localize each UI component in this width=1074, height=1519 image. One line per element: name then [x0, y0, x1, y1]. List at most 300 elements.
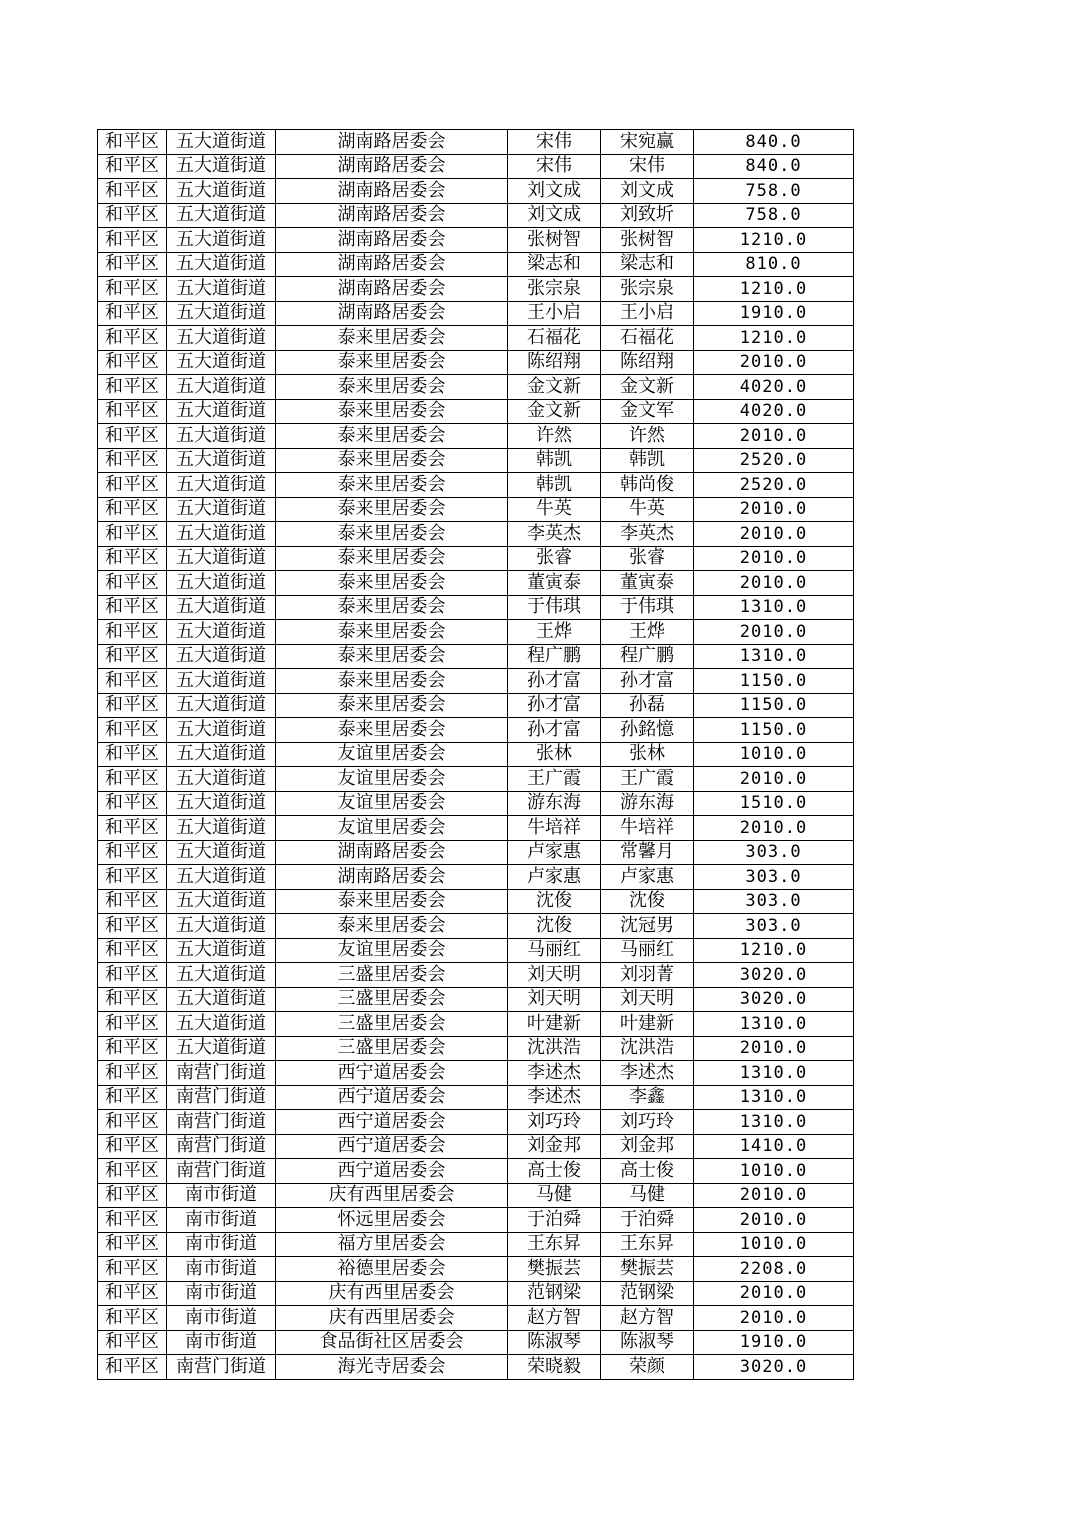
member-cell: 王东昇: [601, 1232, 694, 1257]
committee-cell: 泰来里居委会: [276, 571, 508, 596]
amount-cell: 1410.0: [694, 1134, 854, 1159]
amount-cell: 1910.0: [694, 1330, 854, 1355]
table-row: [98, 742, 854, 767]
applicant-cell: 宋伟: [508, 130, 601, 155]
applicant-cell: 韩凯: [508, 473, 601, 498]
member-cell: 樊振芸: [601, 1257, 694, 1282]
street-cell: 南市街道: [167, 1257, 276, 1282]
amount-cell: 1310.0: [694, 644, 854, 669]
applicant-cell: 陈绍翔: [508, 350, 601, 375]
applicant-cell: 梁志和: [508, 252, 601, 277]
amount-cell: 1210.0: [694, 326, 854, 351]
committee-cell: 庆有西里居委会: [276, 1281, 508, 1306]
table-row: [98, 1061, 854, 1086]
table-row: [98, 669, 854, 694]
applicant-cell: 牛培祥: [508, 816, 601, 841]
member-cell: 陈淑琴: [601, 1330, 694, 1355]
amount-cell: 2010.0: [694, 546, 854, 571]
committee-cell: 湖南路居委会: [276, 252, 508, 277]
street-cell: 五大道街道: [167, 326, 276, 351]
district-cell: 和平区: [98, 644, 167, 669]
committee-cell: 泰来里居委会: [276, 350, 508, 375]
member-cell: 刘金邦: [601, 1134, 694, 1159]
table-row: [98, 1159, 854, 1184]
street-cell: 五大道街道: [167, 252, 276, 277]
table-row: [98, 301, 854, 326]
member-cell: 卢家惠: [601, 865, 694, 890]
applicant-cell: 李述杰: [508, 1085, 601, 1110]
applicant-cell: 王东昇: [508, 1232, 601, 1257]
district-cell: 和平区: [98, 350, 167, 375]
street-cell: 五大道街道: [167, 1036, 276, 1061]
table-row: [98, 595, 854, 620]
street-cell: 五大道街道: [167, 277, 276, 302]
street-cell: 南市街道: [167, 1183, 276, 1208]
member-cell: 于泊舜: [601, 1208, 694, 1233]
committee-cell: 泰来里居委会: [276, 889, 508, 914]
amount-cell: 1150.0: [694, 693, 854, 718]
applicant-cell: 游东海: [508, 791, 601, 816]
street-cell: 五大道街道: [167, 424, 276, 449]
street-cell: 五大道街道: [167, 595, 276, 620]
applicant-cell: 荣晓毅: [508, 1355, 601, 1380]
district-cell: 和平区: [98, 1183, 167, 1208]
member-cell: 刘羽菁: [601, 963, 694, 988]
member-cell: 沈俊: [601, 889, 694, 914]
table-row: [98, 1208, 854, 1233]
district-cell: 和平区: [98, 742, 167, 767]
member-cell: 牛英: [601, 497, 694, 522]
member-cell: 沈冠男: [601, 914, 694, 939]
amount-cell: 758.0: [694, 203, 854, 228]
street-cell: 南营门街道: [167, 1159, 276, 1184]
district-cell: 和平区: [98, 326, 167, 351]
district-cell: 和平区: [98, 179, 167, 204]
table-row: [98, 179, 854, 204]
street-cell: 南市街道: [167, 1232, 276, 1257]
committee-cell: 湖南路居委会: [276, 840, 508, 865]
table-row: [98, 522, 854, 547]
member-cell: 刘天明: [601, 987, 694, 1012]
street-cell: 五大道街道: [167, 179, 276, 204]
committee-cell: 西宁道居委会: [276, 1134, 508, 1159]
amount-cell: 840.0: [694, 130, 854, 155]
street-cell: 五大道街道: [167, 816, 276, 841]
district-cell: 和平区: [98, 865, 167, 890]
amount-cell: 1010.0: [694, 1159, 854, 1184]
table-row: [98, 228, 854, 253]
street-cell: 南营门街道: [167, 1061, 276, 1086]
table-row: [98, 938, 854, 963]
committee-cell: 友谊里居委会: [276, 816, 508, 841]
amount-cell: 758.0: [694, 179, 854, 204]
amount-cell: 2010.0: [694, 620, 854, 645]
committee-cell: 裕德里居委会: [276, 1257, 508, 1282]
member-cell: 于伟琪: [601, 595, 694, 620]
committee-cell: 庆有西里居委会: [276, 1306, 508, 1331]
member-cell: 孙才富: [601, 669, 694, 694]
amount-cell: 2010.0: [694, 1036, 854, 1061]
street-cell: 五大道街道: [167, 375, 276, 400]
amount-cell: 2520.0: [694, 448, 854, 473]
table-row: [98, 644, 854, 669]
committee-cell: 湖南路居委会: [276, 277, 508, 302]
table-row: [98, 987, 854, 1012]
applicant-cell: 樊振芸: [508, 1257, 601, 1282]
amount-cell: 4020.0: [694, 375, 854, 400]
committee-cell: 泰来里居委会: [276, 546, 508, 571]
committee-cell: 三盛里居委会: [276, 1012, 508, 1037]
table-row: [98, 889, 854, 914]
applicant-cell: 王烨: [508, 620, 601, 645]
amount-cell: 1510.0: [694, 791, 854, 816]
district-cell: 和平区: [98, 718, 167, 743]
committee-cell: 泰来里居委会: [276, 595, 508, 620]
table-row: [98, 497, 854, 522]
member-cell: 石福花: [601, 326, 694, 351]
street-cell: 南市街道: [167, 1330, 276, 1355]
committee-cell: 湖南路居委会: [276, 301, 508, 326]
committee-cell: 湖南路居委会: [276, 130, 508, 155]
street-cell: 五大道街道: [167, 718, 276, 743]
member-cell: 牛培祥: [601, 816, 694, 841]
table-row: [98, 840, 854, 865]
district-cell: 和平区: [98, 277, 167, 302]
table-row: [98, 154, 854, 179]
table-row: [98, 399, 854, 424]
amount-cell: 303.0: [694, 914, 854, 939]
applicant-cell: 张宗泉: [508, 277, 601, 302]
applicant-cell: 范钢梁: [508, 1281, 601, 1306]
district-cell: 和平区: [98, 669, 167, 694]
data-table: [97, 129, 854, 1380]
table-row: [98, 718, 854, 743]
amount-cell: 2208.0: [694, 1257, 854, 1282]
applicant-cell: 宋伟: [508, 154, 601, 179]
member-cell: 韩尚俊: [601, 473, 694, 498]
committee-cell: 三盛里居委会: [276, 963, 508, 988]
district-cell: 和平区: [98, 1159, 167, 1184]
applicant-cell: 陈淑琴: [508, 1330, 601, 1355]
table-row: [98, 1306, 854, 1331]
member-cell: 刘致圻: [601, 203, 694, 228]
member-cell: 孙磊: [601, 693, 694, 718]
amount-cell: 1310.0: [694, 1085, 854, 1110]
amount-cell: 1010.0: [694, 742, 854, 767]
committee-cell: 西宁道居委会: [276, 1061, 508, 1086]
street-cell: 五大道街道: [167, 473, 276, 498]
street-cell: 五大道街道: [167, 154, 276, 179]
street-cell: 五大道街道: [167, 644, 276, 669]
district-cell: 和平区: [98, 963, 167, 988]
committee-cell: 庆有西里居委会: [276, 1183, 508, 1208]
district-cell: 和平区: [98, 154, 167, 179]
applicant-cell: 金文新: [508, 375, 601, 400]
committee-cell: 福方里居委会: [276, 1232, 508, 1257]
district-cell: 和平区: [98, 1330, 167, 1355]
amount-cell: 3020.0: [694, 987, 854, 1012]
table-row: [98, 1085, 854, 1110]
amount-cell: 303.0: [694, 840, 854, 865]
amount-cell: 2010.0: [694, 424, 854, 449]
committee-cell: 泰来里居委会: [276, 669, 508, 694]
committee-cell: 泰来里居委会: [276, 620, 508, 645]
applicant-cell: 卢家惠: [508, 840, 601, 865]
table-row: [98, 1257, 854, 1282]
amount-cell: 2010.0: [694, 816, 854, 841]
street-cell: 五大道街道: [167, 228, 276, 253]
committee-cell: 三盛里居委会: [276, 1036, 508, 1061]
district-cell: 和平区: [98, 228, 167, 253]
table-row: [98, 767, 854, 792]
member-cell: 沈洪浩: [601, 1036, 694, 1061]
member-cell: 梁志和: [601, 252, 694, 277]
district-cell: 和平区: [98, 1281, 167, 1306]
street-cell: 五大道街道: [167, 693, 276, 718]
district-cell: 和平区: [98, 595, 167, 620]
table-row: [98, 1281, 854, 1306]
committee-cell: 泰来里居委会: [276, 644, 508, 669]
table-row: [98, 546, 854, 571]
amount-cell: 1310.0: [694, 1061, 854, 1086]
table-row: [98, 791, 854, 816]
applicant-cell: 刘文成: [508, 179, 601, 204]
applicant-cell: 马健: [508, 1183, 601, 1208]
committee-cell: 湖南路居委会: [276, 203, 508, 228]
table-row: [98, 1330, 854, 1355]
table-row: [98, 571, 854, 596]
table-row: [98, 424, 854, 449]
committee-cell: 泰来里居委会: [276, 375, 508, 400]
district-cell: 和平区: [98, 987, 167, 1012]
amount-cell: 1310.0: [694, 1012, 854, 1037]
table-row: [98, 375, 854, 400]
committee-cell: 泰来里居委会: [276, 473, 508, 498]
committee-cell: 食品街社区居委会: [276, 1330, 508, 1355]
member-cell: 游东海: [601, 791, 694, 816]
member-cell: 宋宛赢: [601, 130, 694, 155]
district-cell: 和平区: [98, 1232, 167, 1257]
committee-cell: 泰来里居委会: [276, 718, 508, 743]
table-row: [98, 1110, 854, 1135]
table-row: [98, 620, 854, 645]
district-cell: 和平区: [98, 497, 167, 522]
applicant-cell: 卢家惠: [508, 865, 601, 890]
amount-cell: 2010.0: [694, 522, 854, 547]
member-cell: 王烨: [601, 620, 694, 645]
applicant-cell: 张树智: [508, 228, 601, 253]
applicant-cell: 牛英: [508, 497, 601, 522]
amount-cell: 840.0: [694, 154, 854, 179]
street-cell: 五大道街道: [167, 497, 276, 522]
member-cell: 王小启: [601, 301, 694, 326]
member-cell: 刘巧玲: [601, 1110, 694, 1135]
street-cell: 五大道街道: [167, 791, 276, 816]
district-cell: 和平区: [98, 938, 167, 963]
amount-cell: 1210.0: [694, 228, 854, 253]
district-cell: 和平区: [98, 203, 167, 228]
street-cell: 五大道街道: [167, 350, 276, 375]
table-row: [98, 1012, 854, 1037]
member-cell: 马健: [601, 1183, 694, 1208]
member-cell: 张树智: [601, 228, 694, 253]
member-cell: 李鑫: [601, 1085, 694, 1110]
member-cell: 马丽红: [601, 938, 694, 963]
amount-cell: 1310.0: [694, 595, 854, 620]
table-row: [98, 350, 854, 375]
street-cell: 五大道街道: [167, 889, 276, 914]
street-cell: 五大道街道: [167, 301, 276, 326]
committee-cell: 泰来里居委会: [276, 522, 508, 547]
committee-cell: 友谊里居委会: [276, 742, 508, 767]
street-cell: 南营门街道: [167, 1355, 276, 1380]
street-cell: 南市街道: [167, 1281, 276, 1306]
member-cell: 董寅泰: [601, 571, 694, 596]
amount-cell: 1910.0: [694, 301, 854, 326]
street-cell: 五大道街道: [167, 203, 276, 228]
district-cell: 和平区: [98, 791, 167, 816]
district-cell: 和平区: [98, 375, 167, 400]
district-cell: 和平区: [98, 1061, 167, 1086]
committee-cell: 西宁道居委会: [276, 1085, 508, 1110]
applicant-cell: 于泊舜: [508, 1208, 601, 1233]
table-row: [98, 1355, 854, 1380]
district-cell: 和平区: [98, 693, 167, 718]
member-cell: 韩凯: [601, 448, 694, 473]
amount-cell: 2010.0: [694, 497, 854, 522]
table-row: [98, 1183, 854, 1208]
member-cell: 陈绍翔: [601, 350, 694, 375]
street-cell: 五大道街道: [167, 914, 276, 939]
amount-cell: 2010.0: [694, 350, 854, 375]
committee-cell: 湖南路居委会: [276, 228, 508, 253]
district-cell: 和平区: [98, 889, 167, 914]
amount-cell: 2010.0: [694, 571, 854, 596]
member-cell: 赵方智: [601, 1306, 694, 1331]
street-cell: 五大道街道: [167, 1012, 276, 1037]
applicant-cell: 韩凯: [508, 448, 601, 473]
applicant-cell: 程广鹏: [508, 644, 601, 669]
amount-cell: 1310.0: [694, 1110, 854, 1135]
applicant-cell: 金文新: [508, 399, 601, 424]
committee-cell: 泰来里居委会: [276, 497, 508, 522]
applicant-cell: 沈俊: [508, 914, 601, 939]
table-row: [98, 816, 854, 841]
applicant-cell: 张睿: [508, 546, 601, 571]
table-row: [98, 326, 854, 351]
member-cell: 叶建新: [601, 1012, 694, 1037]
amount-cell: 1010.0: [694, 1232, 854, 1257]
district-cell: 和平区: [98, 1110, 167, 1135]
amount-cell: 3020.0: [694, 1355, 854, 1380]
applicant-cell: 许然: [508, 424, 601, 449]
district-cell: 和平区: [98, 767, 167, 792]
street-cell: 五大道街道: [167, 938, 276, 963]
committee-cell: 泰来里居委会: [276, 914, 508, 939]
street-cell: 五大道街道: [167, 399, 276, 424]
district-cell: 和平区: [98, 130, 167, 155]
street-cell: 五大道街道: [167, 987, 276, 1012]
member-cell: 高士俊: [601, 1159, 694, 1184]
street-cell: 南营门街道: [167, 1085, 276, 1110]
district-cell: 和平区: [98, 522, 167, 547]
street-cell: 五大道街道: [167, 963, 276, 988]
committee-cell: 怀远里居委会: [276, 1208, 508, 1233]
table-row: [98, 914, 854, 939]
district-cell: 和平区: [98, 546, 167, 571]
street-cell: 五大道街道: [167, 522, 276, 547]
amount-cell: 1150.0: [694, 718, 854, 743]
member-cell: 孙銘憶: [601, 718, 694, 743]
street-cell: 南市街道: [167, 1208, 276, 1233]
applicant-cell: 孙才富: [508, 693, 601, 718]
member-cell: 张睿: [601, 546, 694, 571]
member-cell: 荣颜: [601, 1355, 694, 1380]
district-cell: 和平区: [98, 1134, 167, 1159]
committee-cell: 海光寺居委会: [276, 1355, 508, 1380]
table-row: [98, 865, 854, 890]
district-cell: 和平区: [98, 1208, 167, 1233]
applicant-cell: 石福花: [508, 326, 601, 351]
member-cell: 范钢梁: [601, 1281, 694, 1306]
district-cell: 和平区: [98, 424, 167, 449]
member-cell: 李述杰: [601, 1061, 694, 1086]
table-row: [98, 1232, 854, 1257]
applicant-cell: 刘天明: [508, 987, 601, 1012]
member-cell: 刘文成: [601, 179, 694, 204]
applicant-cell: 张林: [508, 742, 601, 767]
district-cell: 和平区: [98, 301, 167, 326]
amount-cell: 3020.0: [694, 963, 854, 988]
member-cell: 金文新: [601, 375, 694, 400]
amount-cell: 2520.0: [694, 473, 854, 498]
amount-cell: 2010.0: [694, 1183, 854, 1208]
district-cell: 和平区: [98, 252, 167, 277]
member-cell: 许然: [601, 424, 694, 449]
member-cell: 程广鹏: [601, 644, 694, 669]
committee-cell: 友谊里居委会: [276, 791, 508, 816]
amount-cell: 4020.0: [694, 399, 854, 424]
committee-cell: 泰来里居委会: [276, 424, 508, 449]
amount-cell: 303.0: [694, 865, 854, 890]
committee-cell: 泰来里居委会: [276, 693, 508, 718]
district-cell: 和平区: [98, 1012, 167, 1037]
table-row: [98, 203, 854, 228]
district-cell: 和平区: [98, 1355, 167, 1380]
committee-cell: 湖南路居委会: [276, 179, 508, 204]
table-row: [98, 1134, 854, 1159]
table-row: [98, 963, 854, 988]
member-cell: 张宗泉: [601, 277, 694, 302]
amount-cell: 1210.0: [694, 277, 854, 302]
member-cell: 常馨月: [601, 840, 694, 865]
amount-cell: 2010.0: [694, 1306, 854, 1331]
street-cell: 五大道街道: [167, 742, 276, 767]
amount-cell: 2010.0: [694, 1281, 854, 1306]
committee-cell: 湖南路居委会: [276, 865, 508, 890]
applicant-cell: 王小启: [508, 301, 601, 326]
district-cell: 和平区: [98, 1036, 167, 1061]
applicant-cell: 刘金邦: [508, 1134, 601, 1159]
amount-cell: 1210.0: [694, 938, 854, 963]
committee-cell: 泰来里居委会: [276, 326, 508, 351]
street-cell: 五大道街道: [167, 767, 276, 792]
district-cell: 和平区: [98, 1306, 167, 1331]
committee-cell: 湖南路居委会: [276, 154, 508, 179]
applicant-cell: 孙才富: [508, 718, 601, 743]
district-cell: 和平区: [98, 1085, 167, 1110]
amount-cell: 810.0: [694, 252, 854, 277]
